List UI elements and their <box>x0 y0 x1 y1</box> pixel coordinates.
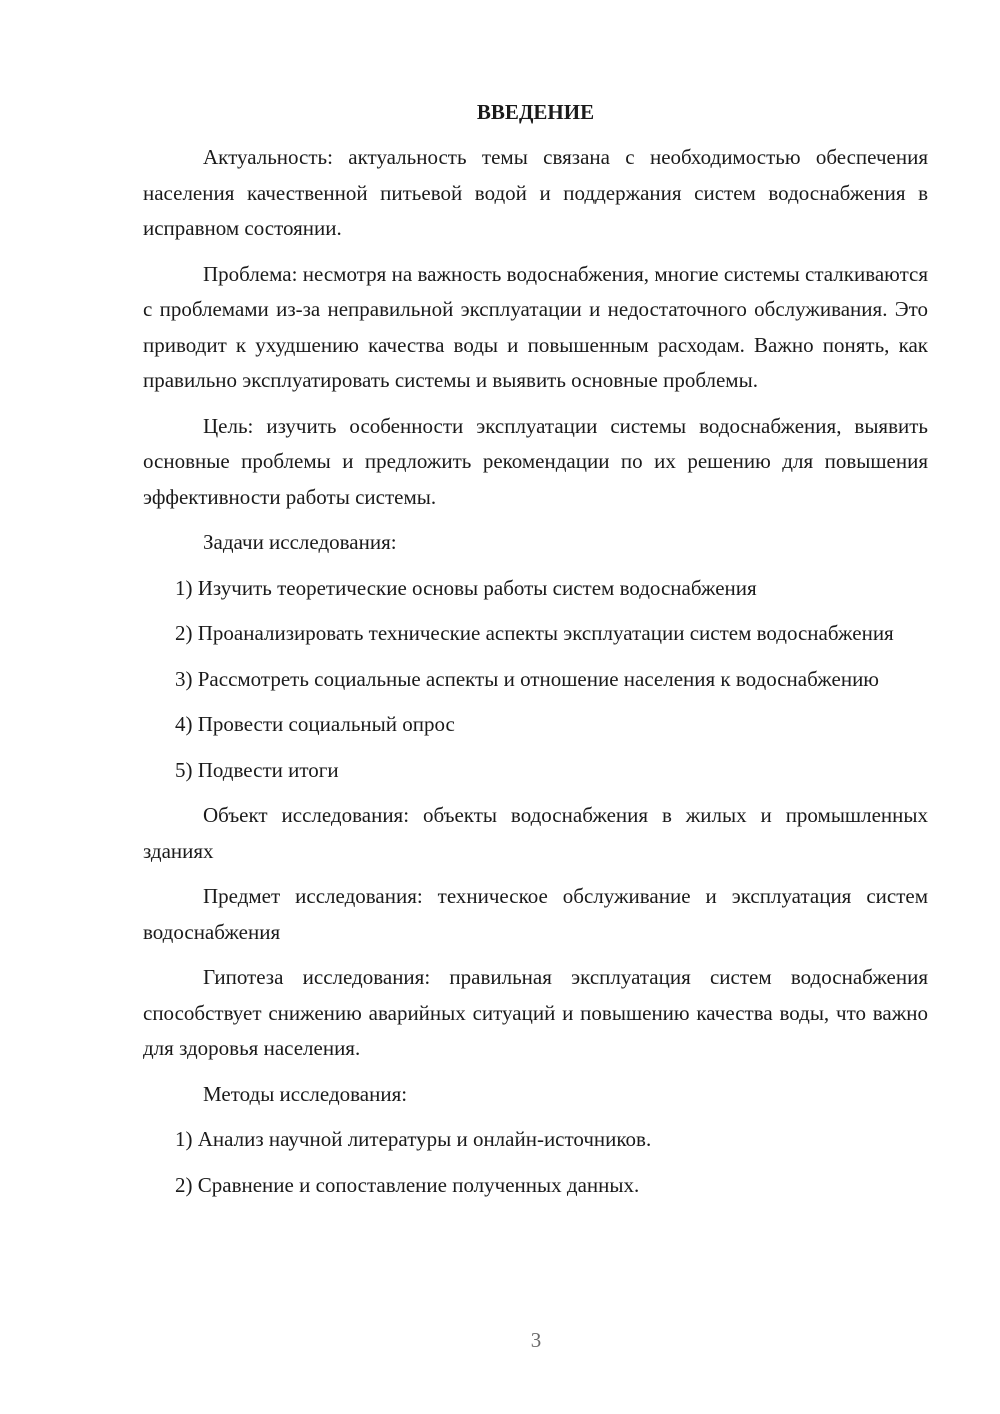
section-title: ВВЕДЕНИЕ <box>476 100 595 124</box>
hypothesis-paragraph: Гипотеза исследования: правильная эксплуатация систем водоснабжения способствует снижению аварийных ситуаций и повышению качества воды, что важно для здоровья населения. <box>143 965 928 1060</box>
method-item: 2) Сравнение и сопоставление полученных данных. <box>175 1172 640 1197</box>
relevance-paragraph: Актуальность: актуальность темы связана с необходимостью обеспечения населения качественной питьевой водой и поддержания систем водоснабжения в исправном состоянии. <box>143 145 928 240</box>
task-item: 5) Подвести итоги <box>175 757 339 782</box>
task-item: 2) Проанализировать технические аспекты эксплуатации систем водоснабжения <box>175 621 894 645</box>
page-number: 3 <box>530 1328 542 1352</box>
method-item: 1) Анализ научной литературы и онлайн-источников. <box>175 1127 652 1151</box>
goal-paragraph: Цель: изучить особенности эксплуатации системы водоснабжения, выявить основные проблемы и предложить рекомендации по их решению для повышения эффективности работы системы. <box>143 413 928 509</box>
tasks-heading: Задачи исследования: <box>203 530 397 554</box>
methods-heading: Методы исследования: <box>203 1081 408 1106</box>
task-item: 4) Провести социальный опрос <box>175 712 455 736</box>
problem-paragraph: Проблема: несмотря на важность водоснабжения, многие системы сталкиваются с проблемами из-за неправильной эксплуатации и недостаточного обслуживания. Это приводит к ухудшению качества воды и повышенным расходам. Важно понять, как правильно эксплуатировать системы и выявить основные проблемы. <box>143 261 928 392</box>
task-item: 1) Изучить теоретические основы работы систем водоснабжения <box>175 575 757 600</box>
subject-paragraph: Предмет исследования: техническое обслуживание и эксплуатация систем водоснабжения <box>143 884 928 944</box>
object-paragraph: Объект исследования: объекты водоснабжения в жилых и промышленных зданиях <box>143 803 928 863</box>
task-item: 3) Рассмотреть социальные аспекты и отношение населения к водоснабжению <box>175 666 879 691</box>
page-content <box>143 96 928 1213</box>
